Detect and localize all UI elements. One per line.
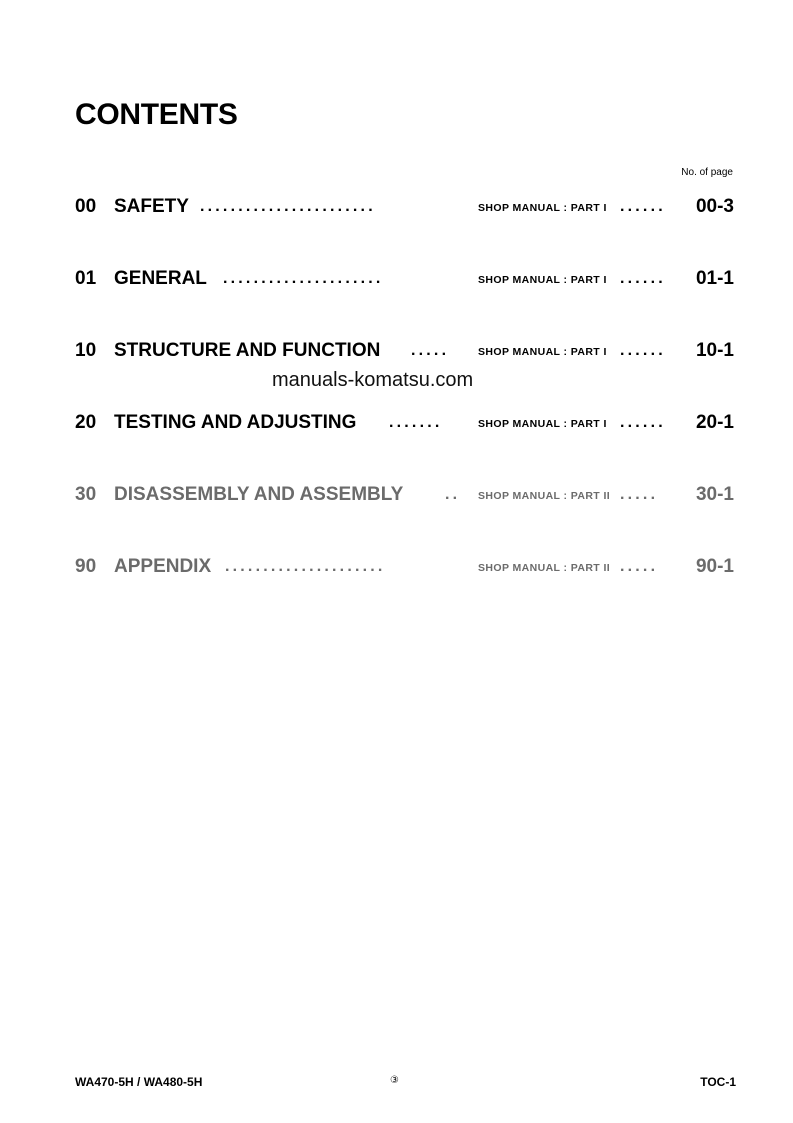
dot-leader: .. (445, 486, 461, 503)
dot-leader: ....................... (200, 198, 376, 215)
section-title: STRUCTURE AND FUNCTION (114, 340, 381, 361)
section-number: 20 (75, 412, 97, 433)
section-number: 00 (75, 196, 97, 217)
toc-entry-disassembly-and-assembly[interactable] (75, 484, 734, 512)
watermark-text: manuals-komatsu.com (272, 369, 474, 391)
section-title: DISASSEMBLY AND ASSEMBLY (114, 484, 404, 505)
toc-entry-testing-and-adjusting[interactable] (75, 412, 734, 440)
page-number: 01-1 (695, 268, 734, 289)
footer-revision-mark: ③ (390, 1075, 399, 1086)
dot-leader: ..... (620, 486, 659, 503)
manual-part: SHOP MANUAL : PART II (478, 490, 611, 502)
page-column-header: No. of page (681, 167, 733, 178)
section-title: APPENDIX (114, 556, 212, 577)
manual-part: SHOP MANUAL : PART I (478, 202, 607, 214)
dot-leader: ..................... (225, 558, 386, 575)
page-number: 00-3 (695, 196, 734, 217)
toc-entry-structure-and-function[interactable] (75, 340, 734, 368)
page-number: 90-1 (695, 556, 734, 577)
footer-model: WA470-5H / WA480-5H (75, 1075, 203, 1089)
manual-part: SHOP MANUAL : PART II (478, 562, 611, 574)
dot-leader: ..................... (223, 270, 384, 287)
dot-leader: ...... (620, 414, 666, 431)
page-title: CONTENTS (75, 98, 238, 131)
manual-part: SHOP MANUAL : PART I (478, 274, 607, 286)
dot-leader: ...... (620, 342, 666, 359)
section-title: GENERAL (114, 268, 207, 289)
dot-leader: ....... (389, 414, 443, 431)
section-number: 90 (75, 556, 97, 577)
section-title: TESTING AND ADJUSTING (114, 412, 357, 433)
section-number: 30 (75, 484, 97, 505)
footer-page-number: TOC-1 (700, 1075, 736, 1089)
dot-leader: ...... (620, 270, 666, 287)
toc-entry-general[interactable] (75, 268, 734, 296)
toc-entry-appendix[interactable] (75, 556, 734, 584)
manual-part: SHOP MANUAL : PART I (478, 418, 607, 430)
toc-entry-safety[interactable] (75, 196, 734, 224)
dot-leader: ..... (620, 558, 659, 575)
section-number: 10 (75, 340, 97, 361)
page-number: 10-1 (695, 340, 734, 361)
section-title: SAFETY (114, 196, 189, 217)
page-number: 30-1 (695, 484, 734, 505)
dot-leader: ...... (620, 198, 666, 215)
page-number: 20-1 (695, 412, 734, 433)
manual-part: SHOP MANUAL : PART I (478, 346, 607, 358)
dot-leader: ..... (411, 342, 450, 359)
section-number: 01 (75, 268, 97, 289)
